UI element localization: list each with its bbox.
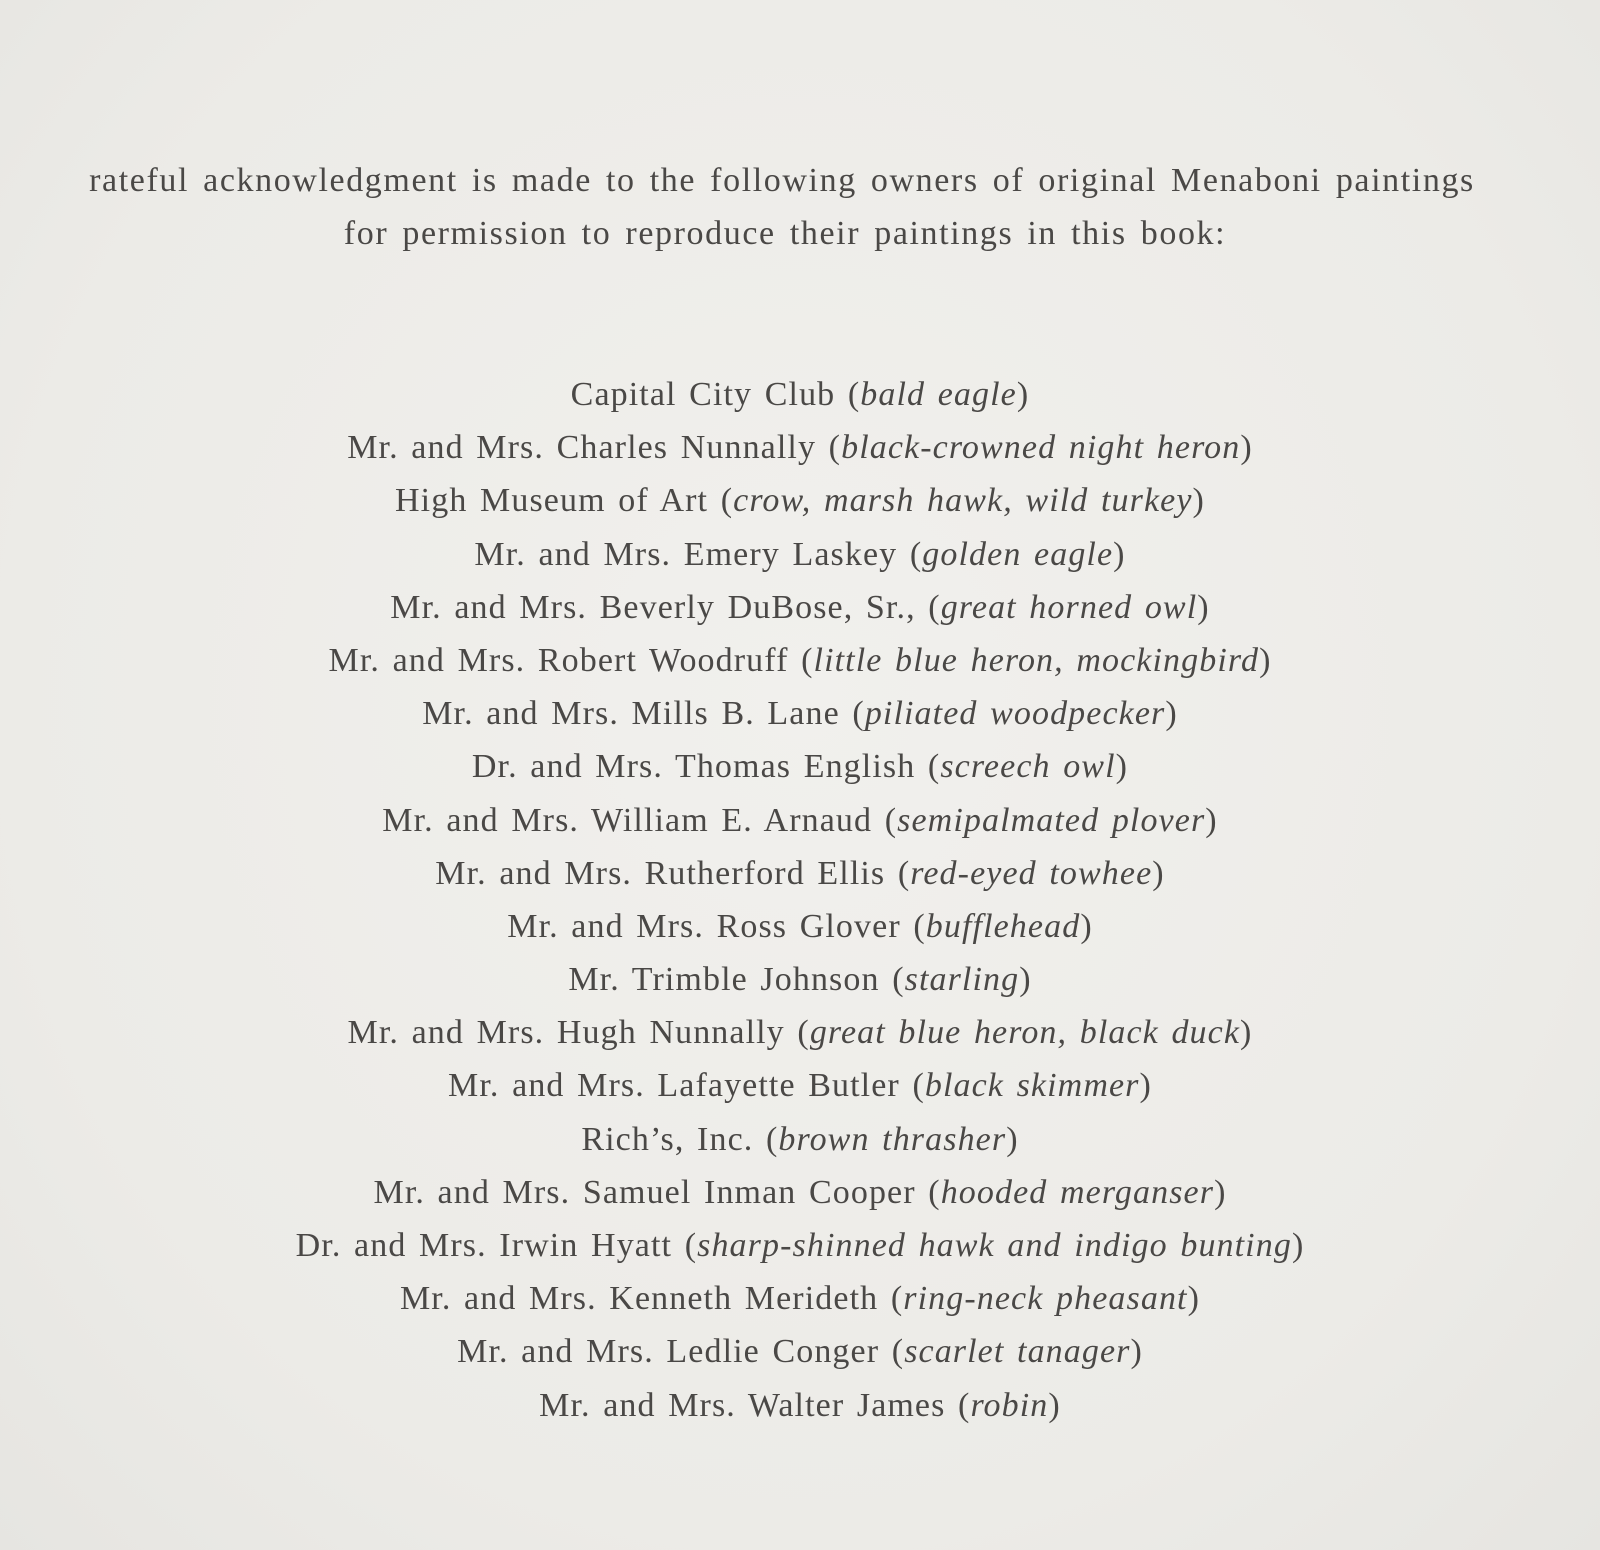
owner-line: Mr. and Mrs. Hugh Nunnally (great blue heron, black duck) xyxy=(347,1014,1253,1052)
owner-name: Mr. and Mrs. Beverly DuBose, Sr., xyxy=(390,588,916,626)
owner-line: Mr. and Mrs. Walter James (robin) xyxy=(539,1386,1061,1424)
owner-line: Mr. and Mrs. Emery Laskey (golden eagle) xyxy=(474,535,1126,573)
painting-subject: scarlet tanager xyxy=(904,1333,1131,1371)
painting-subject: golden eagle xyxy=(922,535,1114,573)
painting-subject: hooded merganser xyxy=(940,1173,1215,1211)
painting-subject: sharp-shinned hawk and indigo bunting xyxy=(697,1227,1292,1264)
painting-subject: starling xyxy=(904,961,1020,999)
owner-line: Mr. and Mrs. Mills B. Lane (piliated woodpecker) xyxy=(422,695,1178,733)
owner-name: Mr. and Mrs. Charles Nunnally xyxy=(347,429,817,467)
painting-subject: ring-neck pheasant xyxy=(903,1280,1188,1318)
owner-name: Mr. and Mrs. Lafayette Butler xyxy=(448,1067,900,1105)
painting-subject: crow, marsh hawk, wild turkey xyxy=(733,482,1193,520)
painting-subject: robin xyxy=(970,1386,1049,1424)
painting-subject: brown thrasher xyxy=(778,1120,1007,1158)
owner-name: Mr. and Mrs. Samuel Inman Cooper xyxy=(373,1173,916,1211)
painting-subject: great blue heron, black duck xyxy=(809,1014,1241,1052)
owner-name: Dr. and Mrs. Thomas English xyxy=(471,748,916,786)
owner-name: Mr. Trimble Johnson xyxy=(568,961,880,999)
owner-name: Mr. and Mrs. Mills B. Lane xyxy=(422,695,840,733)
owner-line: Mr. and Mrs. William E. Arnaud (semipalmated plover) xyxy=(382,801,1218,839)
owner-line: Mr. and Mrs. Charles Nunnally (black-crowned night heron) xyxy=(347,429,1253,467)
owner-line: Mr. Trimble Johnson (starling) xyxy=(568,961,1032,999)
painting-subject: black-crowned night heron xyxy=(841,429,1241,467)
owner-line: Rich’s, Inc. (brown thrasher) xyxy=(581,1120,1019,1158)
owner-line: Mr. and Mrs. Beverly DuBose, Sr., (great horned owl) xyxy=(390,588,1210,626)
owner-line: Mr. and Mrs. Lafayette Butler (black skimmer) xyxy=(448,1067,1152,1105)
owner-line: Mr. and Mrs. Rutherford Ellis (red-eyed towhee) xyxy=(435,854,1165,892)
owner-name: Mr. and Mrs. Emery Laskey xyxy=(474,535,898,573)
owner-line: Mr. and Mrs. Kenneth Merideth (ring-neck pheasant) xyxy=(399,1280,1201,1318)
painting-subject: bufflehead xyxy=(925,907,1081,945)
owner-name: Mr. and Mrs. William E. Arnaud xyxy=(382,801,873,839)
painting-subject: great horned owl xyxy=(940,588,1198,626)
owner-line: Mr. and Mrs. Ledlie Conger (scarlet tanager) xyxy=(457,1333,1143,1371)
owners-list xyxy=(0,368,1600,1432)
painting-subject: red-eyed towhee xyxy=(910,854,1153,892)
painting-subject: semipalmated plover xyxy=(897,801,1206,839)
owner-line: Dr. and Mrs. Irwin Hyatt (sharp-shinned hawk and indigo bunting) xyxy=(295,1227,1305,1264)
owner-name: Mr. and Mrs. Hugh Nunnally xyxy=(347,1014,785,1052)
owner-name: Mr. and Mrs. Ross Glover xyxy=(507,907,901,945)
owner-line: Mr. and Mrs. Ross Glover (bufflehead) xyxy=(507,907,1093,945)
acknowledgment-intro-line-2: for permission to reproduce their paintings in this book: xyxy=(343,215,1227,252)
owner-name: Dr. and Mrs. Irwin Hyatt xyxy=(295,1227,673,1264)
owner-line: Dr. and Mrs. Thomas English (screech owl) xyxy=(471,748,1129,786)
painting-subject: little blue heron, mockingbird xyxy=(813,641,1260,679)
owner-name: Mr. and Mrs. Ledlie Conger xyxy=(457,1333,880,1371)
owner-name: Capital City Club xyxy=(570,376,836,413)
owner-line: Mr. and Mrs. Robert Woodruff (little blue heron, mockingbird) xyxy=(328,641,1272,679)
owner-name: Mr. and Mrs. Kenneth Merideth xyxy=(399,1280,879,1318)
painting-subject: black skimmer xyxy=(924,1067,1140,1105)
painting-subject: piliated woodpecker xyxy=(864,695,1166,733)
owner-name: High Museum of Art xyxy=(395,482,709,520)
owner-line: Mr. and Mrs. Samuel Inman Cooper (hooded merganser) xyxy=(373,1173,1227,1211)
owner-line: Capital City Club (bald eagle) xyxy=(570,376,1030,413)
owner-line: High Museum of Art (crow, marsh hawk, wild turkey) xyxy=(395,482,1205,520)
acknowledgment-intro-line-1: rateful acknowledgment is made to the following owners of original Menaboni paintings xyxy=(89,162,1475,199)
painting-subject: screech owl xyxy=(940,748,1116,786)
owner-name: Mr. and Mrs. Robert Woodruff xyxy=(328,641,789,679)
owner-name: Mr. and Mrs. Walter James xyxy=(539,1386,946,1424)
owner-name: Mr. and Mrs. Rutherford Ellis xyxy=(435,854,886,892)
owner-name: Rich’s, Inc. xyxy=(581,1120,754,1158)
painting-subject: bald eagle xyxy=(860,376,1017,413)
